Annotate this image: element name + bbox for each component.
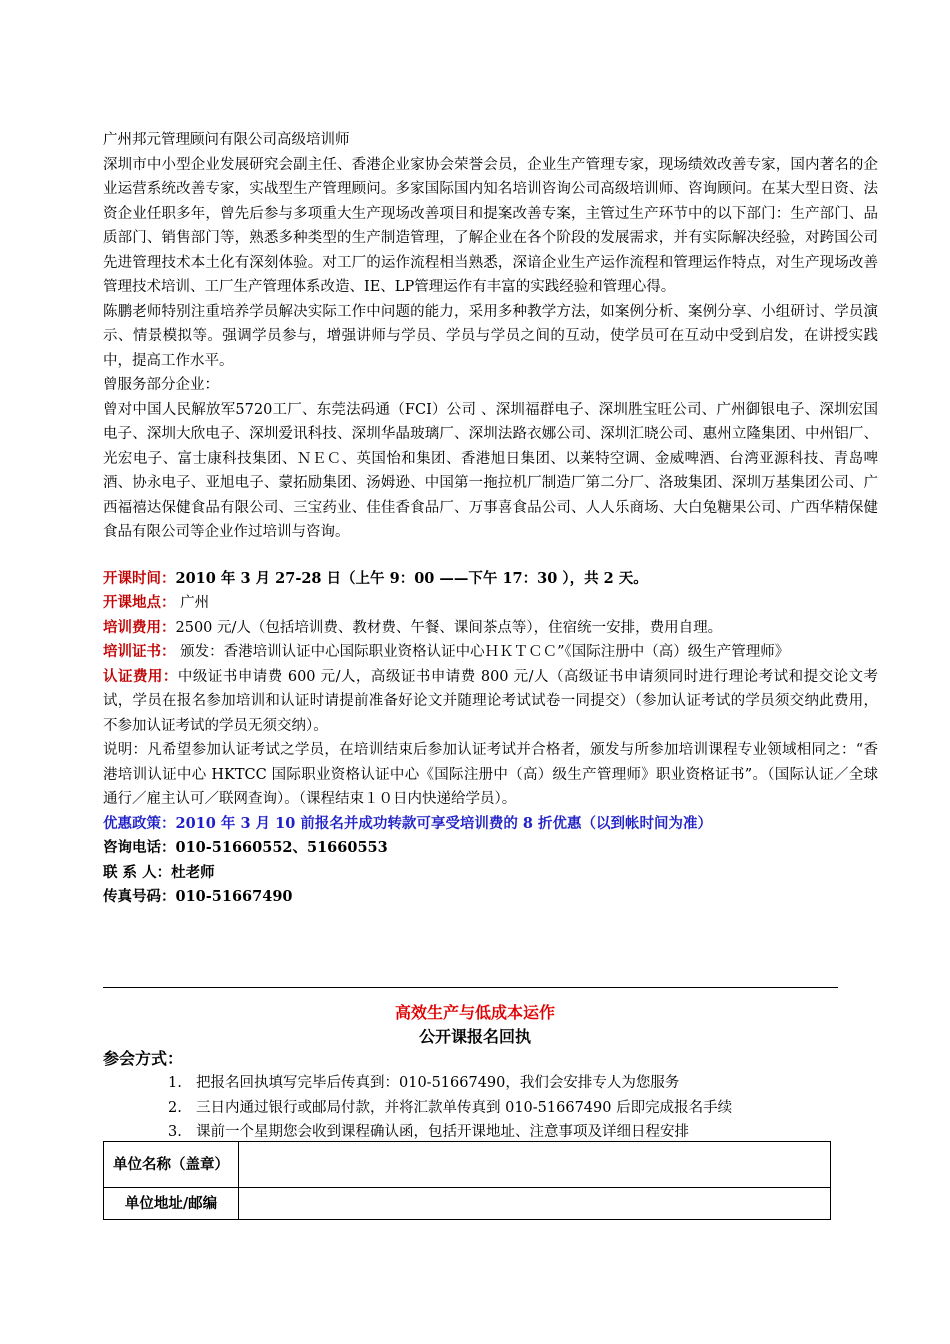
served-heading: 曾服务部分企业： (103, 377, 219, 393)
table-row (104, 1188, 831, 1220)
discount-policy (103, 812, 878, 837)
served-list: 曾对中国人民解放军5720工厂、东莞法码通（FCI）公司 、深圳福群电子、深圳胜宝旺公司、广州御银电子、深圳宏国电子、深圳大欣电子、深圳爱讯科技、深圳华晶玻璃厂、深圳法路衣娜公司、深圳汇晓公司、惠州立隆集团、中州铝厂、光宏电子、富士康科技集团、ＮＥＣ、英国怡和集团、香港旭日集团、以莱特空调、金威啤酒、台湾亚源科技、青岛啤酒、协永电子、亚旭电子、蒙拓励集团、汤姆逊、中国第一拖拉机厂制造厂第二分厂、洛玻集团、深圳万基集团公司、广西福禧达保健食品有限公司、三宝药业、佳佳香食品厂、万事喜食品公司、人人乐商场、大白兔糖果公司、广西华精保健食品有限公司等企业作过培训与咨询。 (103, 401, 878, 540)
course-cert-label: 培训证书： (103, 643, 176, 660)
join-heading: 参会方式： (103, 1049, 184, 1068)
course-cert (103, 640, 878, 665)
bio-paragraph-2: 陈鹏老师特别注重培养学员解决实际工作中问题的能力，采用多种教学方法，如案例分析、案例分享、小组研讨、学员演示、情景模拟等。强调学员参与，增强讲师与学员、学员与学员之间的互动，使学员可在互动中受到启发，在讲授实践中，提高工作水平。 (103, 303, 878, 369)
registration-table (103, 1141, 831, 1220)
discount-value: 2010 年 3 月 10 前报名并成功转款可享受培训费的 8 折优惠（以到帐时间为准） (175, 814, 713, 832)
step-item (168, 1096, 732, 1121)
discount-label: 优惠政策： (103, 814, 176, 832)
cert-note: 说明：凡希望参加认证考试之学员，在培训结束后参加认证考试并合格者，颁发与所参加培训课程专业领域相同之：“香港培训认证中心 HKTCC 国际职业资格认证中心《国际注册中（高）级生产管理师》职业资格证书”。（国际认证／全球通行／雇主认可／联网查询）。（课程结束１０日内快递给学员）。 (103, 742, 878, 807)
step-item (168, 1071, 732, 1096)
course-fee (103, 616, 878, 641)
course-place-label: 开课地点： (103, 594, 176, 611)
course-time (103, 567, 878, 592)
cert-fee-value: 中级证书申请费 600 元/人，高级证书申请费 800 元/人（高级证书申请须同时进行理论考试和提交论文考试，学员在报名参加培训和认证时请提前准备好论文并随理论考试试卷一同提交）（参加认证考试的学员须交纳此费用，不参加认证考试的学员无须交纳）。 (103, 668, 879, 734)
contact-person: 联 系 人：杜老师 (103, 863, 215, 881)
course-fee-label: 培训费用： (103, 618, 176, 636)
cert-fee-label: 认证费用： (103, 667, 178, 685)
row-label: 单位名称（盖章） (104, 1142, 239, 1188)
company-name-field[interactable] (239, 1142, 831, 1188)
table-row (104, 1142, 831, 1188)
step-text: 三日内通过银行或邮局付款，并将汇款单传真到 010-51667490 后即完成报名手续 (196, 1099, 733, 1116)
course-place (103, 591, 878, 616)
bio-paragraph-1: 深圳市中小型企业发展研究会副主任、香港企业家协会荣誉会员，企业生产管理专家，现场绩效改善专家，国内著名的企业运营系统改善专家，实战型生产管理顾问。多家国际国内知名培训咨询公司高级培训师、咨询顾问。在某大型日资、法资企业任职多年，曾先后参与多项重大生产现场改善项目和提案改善专案，主管过生产环节中的以下部门：生产部门、品质部门、销售部门等，熟悉多种类型的生产制造管理，了解企业在各个阶段的发展需求，并有实际解决经验，对跨国公司先进管理技术本土化有深刻体验。对工厂的运作流程相当熟悉，深谙企业生产运作流程和管理运作特点，对生产现场改善管理技术培训、工厂生产管理体系改造、IE、LP管理运作有丰富的实践经验和管理心得。 (103, 156, 878, 295)
course-title: 高效生产与低成本运作 (394, 1003, 555, 1022)
section-divider (103, 987, 838, 988)
course-place-value: 广州 (175, 595, 210, 611)
trainer-title: 广州邦元管理顾问有限公司高级培训师 (103, 132, 350, 148)
course-time-value: 2010 年 3 月 27-28 日（上午 9：00 ——下午 17：30 ），共 2 天。 (175, 569, 648, 587)
row-label: 单位地址/邮编 (104, 1188, 239, 1220)
consult-phone: 咨询电话：010-51660552、51660553 (103, 839, 388, 856)
step-number: 3. (168, 1124, 182, 1140)
cert-fee (103, 665, 878, 739)
course-cert-value: 颁发：香港培训认证中心国际职业资格认证中心ＨＫＴＣＣ”《国际注册中（高）级生产管理师》 (175, 644, 790, 660)
join-steps (168, 1071, 732, 1145)
step-text: 把报名回执填写完毕后传真到：010-51667490，我们会安排专人为您服务 (196, 1075, 680, 1091)
fax-number: 传真号码：010-51667490 (103, 888, 293, 905)
course-fee-value: 2500 元/人（包括培训费、教材费、午餐、课间茶点等），住宿统一安排，费用自理。 (175, 619, 723, 636)
document-body (103, 128, 878, 910)
form-title: 公开课报名回执 (418, 1027, 531, 1046)
step-text: 课前一个星期您会收到课程确认函，包括开课地址、注意事项及详细日程安排 (196, 1124, 689, 1140)
company-address-field[interactable] (239, 1188, 831, 1220)
step-number: 1. (168, 1075, 182, 1091)
step-number: 2. (168, 1099, 182, 1116)
spacer (103, 545, 878, 567)
course-time-label: 开课时间： (103, 569, 176, 587)
